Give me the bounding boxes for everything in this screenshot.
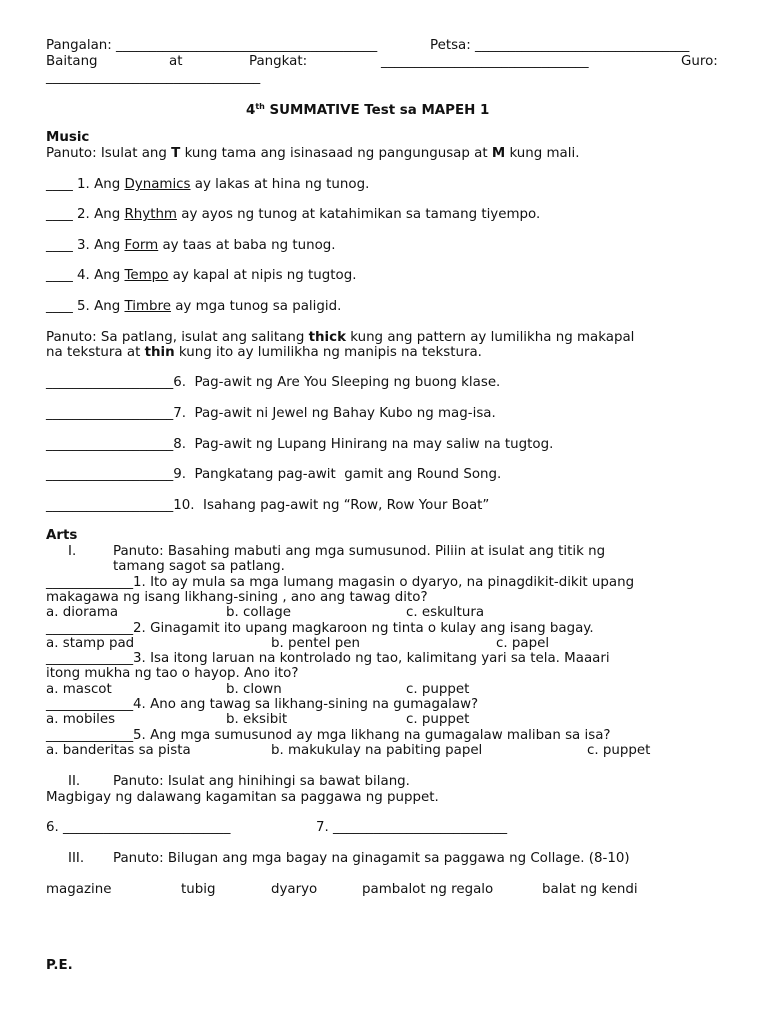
arts-heading: Arts [46, 528, 78, 543]
music-item-5: ____ 5. Ang Timbre ay mga tunog sa paligid. [46, 299, 342, 314]
arts-q1-choice-c: c. eskultura [406, 605, 485, 620]
teacher-blank: ________________________________ [46, 70, 261, 85]
arts-part-2-instruction: Panuto: Isulat ang hinihingi sa bawat bilang. [113, 774, 410, 789]
collage-option-magazine: magazine [46, 882, 112, 897]
music-item-2: ____ 2. Ang Rhythm ay ayos ng tunog at katahimikan sa tamang tiyempo. [46, 207, 541, 222]
arts-q1-cont: makagawa ng isang likhang-sining , ano ang tawag dito? [46, 590, 428, 605]
arts-q5-choice-b: b. makukulay na pabiting papel [271, 743, 483, 758]
music-item-7: ___________________7. Pag-awit ni Jewel ng Bahay Kubo ng mag-isa. [46, 406, 496, 421]
teacher-label: Guro: [681, 54, 718, 69]
music-item-4: ____ 4. Ang Tempo ay kapal at nipis ng tugtog. [46, 268, 357, 283]
arts-q3-cont: itong mukha ng tao o hayop. Ano ito? [46, 666, 299, 681]
arts-q1-choice-a: a. diorama [46, 605, 119, 620]
music-item-10: ___________________10. Isahang pag-awit ng “Row, Row Your Boat” [46, 498, 490, 513]
grade-label: Baitang [46, 54, 98, 69]
arts-part-3-number: III. [68, 851, 85, 866]
arts-answer-7: 7. __________________________ [316, 820, 508, 835]
arts-q2-choice-c: c. papel [496, 636, 550, 651]
name-field: Pangalan: _______________________________________ [46, 38, 378, 53]
collage-option-dyaryo: dyaryo [271, 882, 318, 897]
arts-q5-choice-a: a. banderitas sa pista [46, 743, 191, 758]
arts-q5: _____________5. Ang mga sumusunod ay mga likhang na gumagalaw maliban sa isa? [46, 728, 611, 743]
music-item-1: ____ 1. Ang Dynamics ay lakas at hina ng tunog. [46, 177, 370, 192]
music-instruction-2-line-1: Panuto: Sa patlang, isulat ang salitang thick kung ang pattern ay lumilikha ng makapal [46, 330, 635, 345]
music-item-6: ___________________6. Pag-awit ng Are You Sleeping ng buong klase. [46, 375, 501, 390]
music-instruction-1: Panuto: Isulat ang T kung tama ang isinasaad ng pangungusap at M kung mali. [46, 146, 580, 161]
date-field: Petsa: ________________________________ [430, 38, 690, 53]
arts-part-2-number: II. [68, 774, 81, 789]
arts-q3-choice-a: a. mascot [46, 682, 112, 697]
music-item-9: ___________________9. Pangkatang pag-awit gamit ang Round Song. [46, 467, 502, 482]
arts-part-1-instruction: Panuto: Basahing mabuti ang mga sumusunod. Piliin at isulat ang titik ng [113, 544, 606, 559]
arts-q1: _____________1. Ito ay mula sa mga lumang magasin o dyaryo, na pinagdikit-dikit upang [46, 575, 635, 590]
section-label: Pangkat: [249, 54, 308, 69]
arts-q5-choice-c: c. puppet [587, 743, 651, 758]
collage-option-tubig: tubig [181, 882, 216, 897]
arts-q2-choice-b: b. pentel pen [271, 636, 360, 651]
arts-q3-choice-b: b. clown [226, 682, 282, 697]
page-title: 4th SUMMATIVE Test sa MAPEH 1 [246, 102, 490, 118]
pe-heading: P.E. [46, 958, 73, 973]
music-instruction-2-line-2: na tekstura at thin kung ito ay lumilikha ng manipis na tekstura. [46, 345, 482, 360]
section-blank: _______________________________ [381, 54, 589, 69]
arts-q4-choice-b: b. eksibit [226, 712, 288, 727]
arts-part-1-instruction-cont: tamang sagot sa patlang. [113, 559, 285, 574]
music-item-8: ___________________8. Pag-awit ng Lupang Hinirang na may saliw na tugtog. [46, 437, 554, 452]
and-label: at [169, 54, 183, 69]
arts-q4-choice-c: c. puppet [406, 712, 470, 727]
arts-part-1-number: I. [68, 544, 77, 559]
arts-q4: _____________4. Ano ang tawag sa likhang-sining na gumagalaw? [46, 697, 479, 712]
arts-q3: _____________3. Isa itong laruan na kontrolado ng tao, kalimitang yari sa tela. Maaari [46, 651, 610, 666]
arts-q2: _____________2. Ginagamit ito upang magkaroon ng tinta o kulay ang isang bagay. [46, 621, 594, 636]
arts-q2-choice-a: a. stamp pad [46, 636, 135, 651]
collage-option-pambalot: pambalot ng regalo [362, 882, 494, 897]
arts-q3-choice-c: c. puppet [406, 682, 470, 697]
arts-q1-choice-b: b. collage [226, 605, 291, 620]
collage-option-balat: balat ng kendi [542, 882, 638, 897]
music-heading: Music [46, 130, 90, 145]
arts-answer-6: 6. _________________________ [46, 820, 231, 835]
arts-q4-choice-a: a. mobiles [46, 712, 116, 727]
arts-part-2-prompt: Magbigay ng dalawang kagamitan sa paggawa ng puppet. [46, 790, 439, 805]
arts-part-3-instruction: Panuto: Bilugan ang mga bagay na ginagamit sa paggawa ng Collage. (8-10) [113, 851, 630, 866]
music-item-3: ____ 3. Ang Form ay taas at baba ng tunog. [46, 238, 336, 253]
